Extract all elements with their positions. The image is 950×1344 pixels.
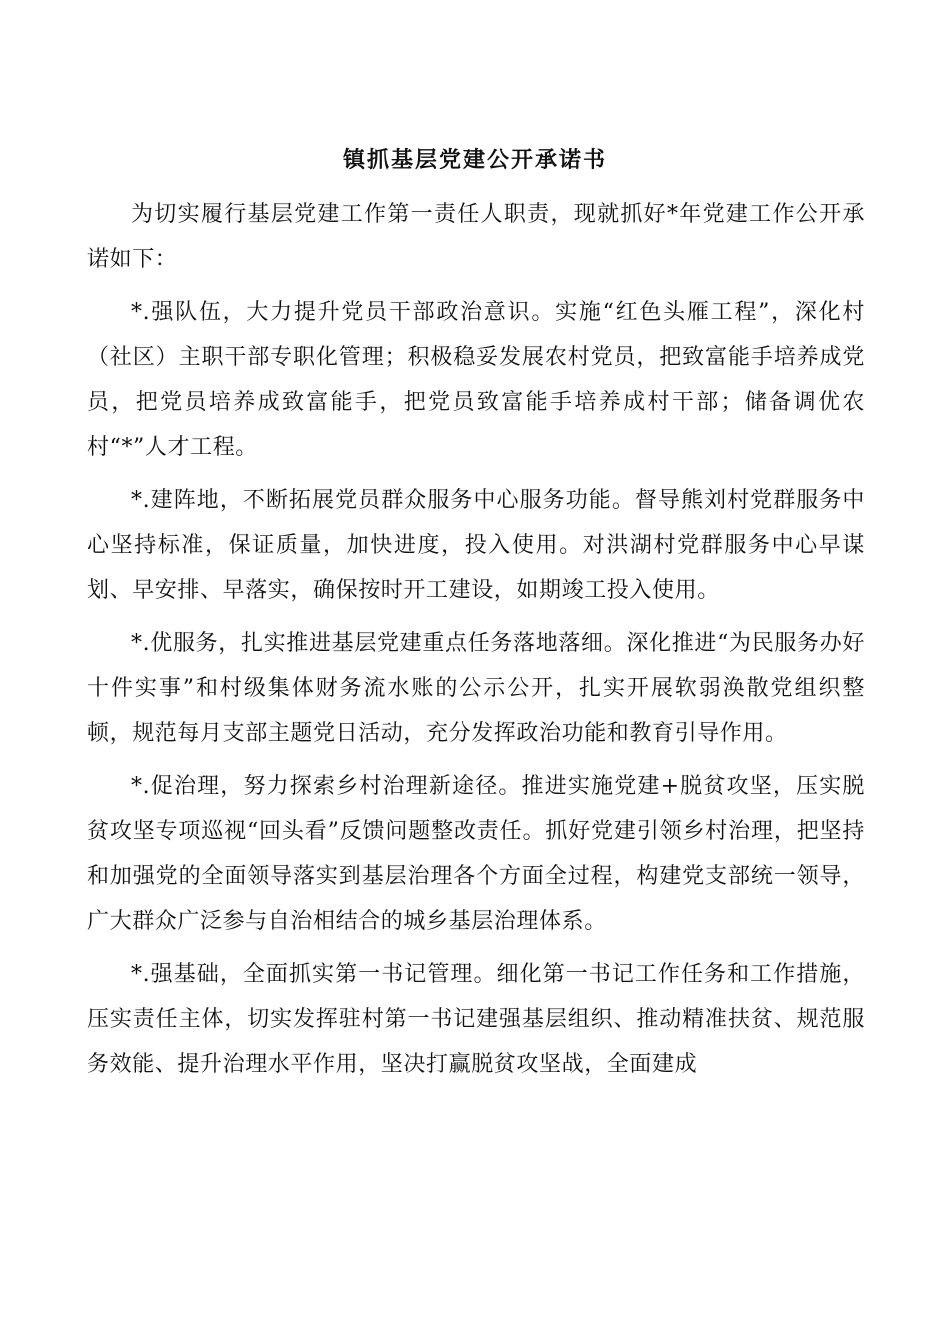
document-title: 镇抓基层党建公开承诺书: [342, 147, 607, 173]
paragraph-strengthen-team: *.强队伍，大力提升党员干部政治意识。实施“红色头雁工程”，深化村（社区）主职干部专职化管理；积极稳妥发展农村党员，把致富能手培养成党员，把党员培养成致富能手，把党员致富能手培养成村干部；储备调优农村“*”人才工程。: [87, 300, 865, 460]
paragraph-strengthen-foundation: *.强基础，全面抓实第一书记管理。细化第一书记工作任务和工作措施，压实责任主体，切实发挥驻村第一书记建强基层组织、推动精准扶贫、规范服务效能、提升治理水平作用，坚决打赢脱贫攻坚战，全面建成: [87, 962, 865, 1077]
paragraph-optimize-service: *.优服务，扎实推进基层党建重点任务落地落细。深化推进“为民服务办好十件实事”和村级集体财务流水账的公示公开，扎实开展软弱涣散党组织整顿，规范每月支部主题党日活动，充分发挥政治功能和教育引导作用。: [87, 631, 865, 746]
paragraph-promote-governance: *.促治理，努力探索乡村治理新途径。推进实施党建+脱贫攻坚，压实脱贫攻坚专项巡视“回头看”反馈问题整改责任。抓好党建引领乡村治理，把坚持和加强党的全面领导落实到基层治理各个方面全过程，构建党支部统一领导，广大群众广泛参与自治相结合的城乡基层治理体系。: [87, 774, 865, 934]
document-body: [87, 192, 865, 1095]
paragraph-build-positions: *.建阵地，不断拓展党员群众服务中心服务功能。督导熊刘村党群服务中心坚持标准，保证质量，加快进度，投入使用。对洪湖村党群服务中心早谋划、早安排、早落实，确保按时开工建设，如期竣工投入使用。: [87, 488, 865, 603]
intro-paragraph: 为切实履行基层党建工作第一责任人职责，现就抓好*年党建工作公开承诺如下：: [87, 202, 865, 272]
